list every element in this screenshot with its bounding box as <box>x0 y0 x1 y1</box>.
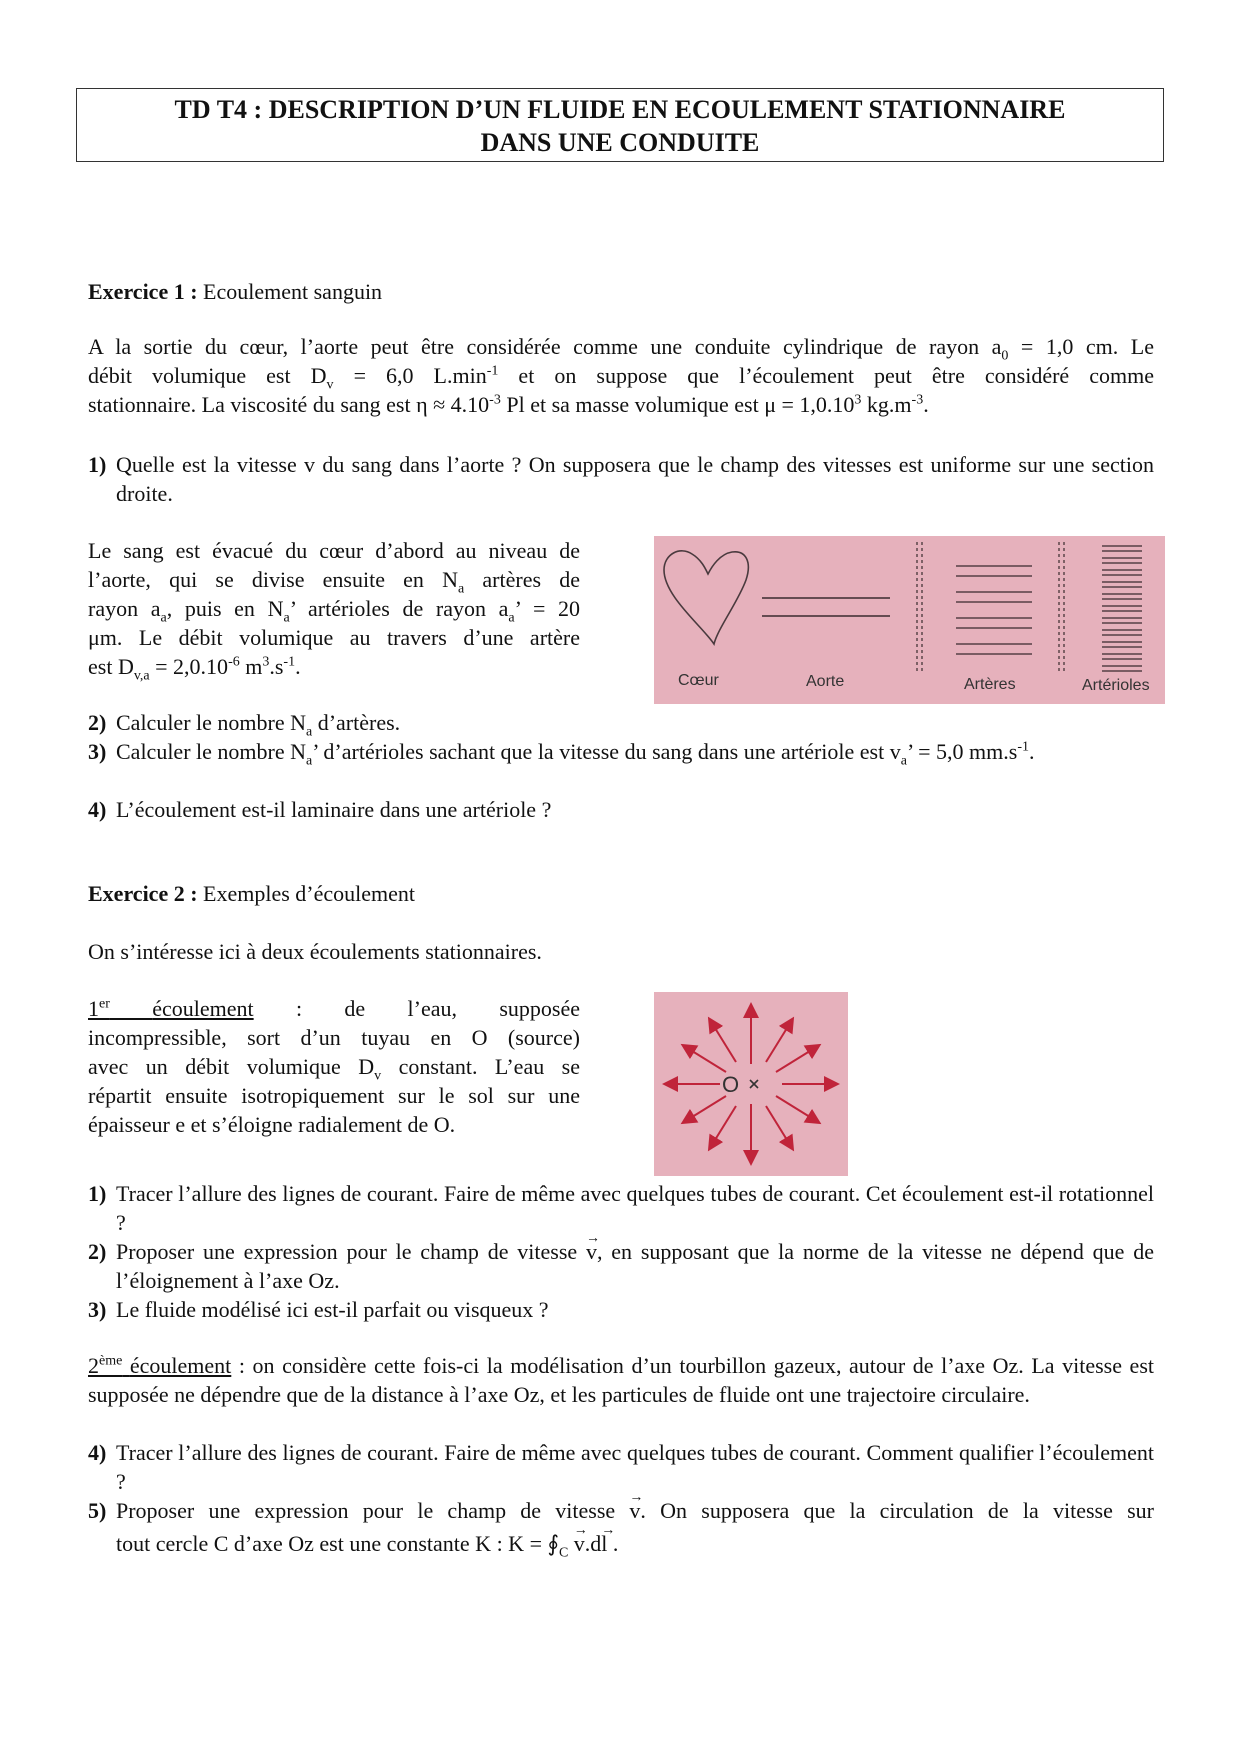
ex1-q3-text-a: Calculer le nombre N <box>116 739 306 764</box>
p2-line-5b: = 2,0.10 <box>149 654 229 679</box>
ex1-q3-sub: a <box>306 753 313 769</box>
flow-1-word: écoulement <box>152 996 254 1021</box>
p2-m3-sup: 3 <box>262 654 270 670</box>
p2-aa2-sub: a <box>508 610 515 626</box>
intro-line-1-end: = 1,0 cm. Le <box>1008 334 1154 359</box>
ex2-q2-text-a: Proposer une expression pour le champ de vitesse <box>116 1239 586 1264</box>
blood-vessels-figure <box>654 536 1165 704</box>
ex1-q2-number: 2) <box>88 710 107 735</box>
intro-line-2b: = 6,0 L.min <box>333 363 487 388</box>
ex2-q2-text-b: , en supposant que la norme de la vitesse ne dépend que de l’éloignement à l’axe Oz. <box>116 1239 1154 1293</box>
title-line-1: TD T4 : DESCRIPTION D’UN FLUIDE EN ECOULEMENT STATIONNAIRE <box>174 95 1066 124</box>
origin-cross <box>750 1080 758 1088</box>
ex2-q5-text-a: Proposer une expression pour le champ de vitesse <box>116 1498 630 1523</box>
flow-1-sup: er <box>99 996 110 1012</box>
p2-line-3a: rayon a <box>88 596 161 621</box>
p2-line-3c: ’ artérioles de rayon a <box>289 596 509 621</box>
ex1-q3-text-c: ’ = 5,0 mm.s <box>906 739 1018 764</box>
arterioles-lines <box>1102 546 1142 671</box>
flow-1-dv-sub: v <box>374 1068 382 1084</box>
p2-aa-sub: a <box>160 610 167 626</box>
p2-na2-sub: a <box>283 610 290 626</box>
p2-line-1: Le sang est évacué du cœur d’abord au niveau de <box>88 538 580 563</box>
p2-line-3b: , puis en N <box>166 596 284 621</box>
ex2-q5-line-2d: . <box>607 1531 619 1556</box>
intro-mu-sup: 3 <box>854 392 862 408</box>
ex2-q1-number: 1) <box>88 1181 107 1206</box>
intro-line-3c: kg.m <box>861 392 912 417</box>
label-arteres: Artères <box>964 676 1016 693</box>
ex1-question-2 <box>88 708 1154 740</box>
exercise-1-intro <box>88 332 1154 419</box>
ex1-q3-text-d: . <box>1029 739 1035 764</box>
title-box <box>76 88 1164 162</box>
flow-2-text: : on considère cette fois-ci la modélisation d’un tourbillon gazeux, autour de l’axe Oz. La vitesse est supposée ne dépendre que de la distance à l’axe Oz, et les particules de fluide ont une trajectoire circulaire. <box>88 1353 1154 1407</box>
flow-2-word: écoulement <box>129 1353 232 1378</box>
intro-kgm-sup: -3 <box>911 392 924 408</box>
exercise-1-label: Exercice 1 : <box>88 279 198 304</box>
ex2-q5-text-b: . On supposera que la circulation de la vitesse sur <box>640 1498 1154 1523</box>
intro-eta-sup: -3 <box>489 392 501 408</box>
exercise-2-title: Exemples d’écoulement <box>203 881 416 906</box>
velocity-vector-3: → v <box>574 1529 585 1558</box>
flow-1-line-4: répartit ensuite isotropiquement sur le sol sur une <box>88 1083 580 1108</box>
ex1-q3-sub2: a <box>900 753 907 769</box>
flow-2-number: 2 <box>88 1353 99 1378</box>
label-aorte: Aorte <box>806 673 845 690</box>
p2-line-4: μm. Le débit volumique au travers d’une artère <box>88 625 580 650</box>
ex1-q2-text-b: d’artères. <box>312 710 401 735</box>
flow-1-line-5: épaisseur e et s’éloigne radialement de O. <box>88 1112 456 1137</box>
ex2-question-2 <box>88 1237 1154 1295</box>
ex2-q1-text: Tracer l’allure des lignes de courant. Faire de même avec quelques tubes de courant. Cet écoulement est-il rotationnel ? <box>116 1181 1154 1235</box>
ex1-q4-number: 4) <box>88 797 107 822</box>
ex2-q4-number: 4) <box>88 1440 107 1465</box>
velocity-vector: → v <box>586 1237 597 1266</box>
title-line-2: DANS UNE CONDUITE <box>480 128 760 157</box>
ex2-q3-text: Le fluide modélisé ici est-il parfait ou visqueux ? <box>116 1297 549 1322</box>
p2-s-sup: -1 <box>283 654 296 670</box>
origin-label: O <box>722 1072 740 1097</box>
length-element-vector: → l <box>601 1529 607 1558</box>
flow-1-line-3a: avec un débit volumique D <box>88 1054 375 1079</box>
ex2-question-3 <box>88 1295 1154 1324</box>
p2-line-2a: l’aorte, qui se divise ensuite en N <box>88 567 458 592</box>
ex1-question-4 <box>88 795 1154 824</box>
p2-exp-sup: -6 <box>228 654 240 670</box>
intro-line-2c: et on suppose que l’écoulement peut être considéré comme <box>498 363 1154 388</box>
flow-1-line-2: incompressible, sort d’un tuyau en O (source) <box>88 1025 580 1050</box>
contour-c-sub: C <box>558 1545 569 1561</box>
ex2-question-4 <box>88 1438 1154 1496</box>
ex1-q2-text-a: Calculer le nombre N <box>116 710 306 735</box>
exercise-1-title: Ecoulement sanguin <box>203 279 383 304</box>
flow-1-number: 1 <box>88 996 99 1021</box>
intro-a0-sub: 0 <box>1001 348 1009 364</box>
ex2-q3-number: 3) <box>88 1297 107 1322</box>
flow-1-line-3b: constant. L’eau se <box>381 1054 581 1079</box>
intro-line-3a: stationnaire. La viscosité du sang est η ≈ 4.10 <box>88 392 490 417</box>
ex2-q4-text: Tracer l’allure des lignes de courant. Faire de même avec quelques tubes de courant. Comment qualifier l’écoulement ? <box>116 1440 1154 1494</box>
exercise-2-intro: On s’intéresse ici à deux écoulements stationnaires. <box>88 939 542 964</box>
ex2-question-5 <box>88 1496 1154 1561</box>
ex2-q5-number: 5) <box>88 1498 107 1523</box>
ex1-q3-sup: -1 <box>1017 739 1029 755</box>
intro-dv-sub: v <box>326 377 334 393</box>
p2-line-2b: artères de <box>464 567 580 592</box>
ex1-q3-number: 3) <box>88 739 107 764</box>
p2-line-5d: .s <box>269 654 284 679</box>
ex2-q2-number: 2) <box>88 1239 107 1264</box>
ex1-question-1 <box>88 450 1154 508</box>
ex1-q1-text: Quelle est la vitesse v du sang dans l’aorte ? On supposera que le champ des vitesses est uniforme sur une section droite. <box>116 452 1154 506</box>
exercise-2-heading <box>88 879 415 908</box>
velocity-vector-2: → v <box>629 1496 640 1525</box>
arteries-lines <box>956 566 1032 654</box>
intro-min-sup: -1 <box>486 363 499 379</box>
p2-dva-sub: v,a <box>133 668 150 684</box>
p2-line-5a: est D <box>88 654 134 679</box>
ex1-q1-number: 1) <box>88 452 107 477</box>
ex2-question-1 <box>88 1179 1154 1237</box>
p2-line-5c: m <box>239 654 263 679</box>
exercise-2-label: Exercice 2 : <box>88 881 198 906</box>
ex1-paragraph-2 <box>88 536 581 684</box>
flow-1-paragraph <box>88 994 580 1139</box>
p2-line-3d: ’ = 20 <box>514 596 581 621</box>
ex1-q3-text-b: ’ d’artérioles sachant que la vitesse du sang dans une artériole est v <box>312 739 901 764</box>
ex1-q4-text: L’écoulement est-il laminaire dans une artériole ? <box>116 797 552 822</box>
flow-2-sup: ème <box>99 1353 123 1369</box>
ex1-question-3 <box>88 737 1154 769</box>
heart-outline <box>664 551 748 644</box>
label-arterioles: Artérioles <box>1082 677 1150 694</box>
intro-line-3b: Pl et sa masse volumique est μ = 1,0.10 <box>500 392 855 417</box>
radial-source-figure <box>654 992 848 1176</box>
flow-1-line-1: : de l’eau, supposée <box>253 996 581 1021</box>
ex1-q2-sub: a <box>306 724 313 740</box>
ex2-q5-line-2a: tout cercle C d’axe Oz est une constante K : K = ∮ <box>116 1531 559 1556</box>
radial-arrows <box>666 1006 836 1162</box>
p2-line-5e: . <box>295 654 301 679</box>
intro-line-1: A la sortie du cœur, l’aorte peut être considérée comme une conduite cylindrique de rayon a <box>88 334 1002 359</box>
ex2-q5-line-2c: .d <box>584 1531 602 1556</box>
intro-line-3d: . <box>923 392 929 417</box>
exercise-1-heading <box>88 277 382 306</box>
p2-na-sub: a <box>458 581 465 597</box>
intro-line-2a: débit volumique est D <box>88 363 327 388</box>
label-coeur: Cœur <box>678 672 719 689</box>
flow-2-paragraph <box>88 1351 1154 1409</box>
radial-arrows-drawing <box>654 992 848 1176</box>
